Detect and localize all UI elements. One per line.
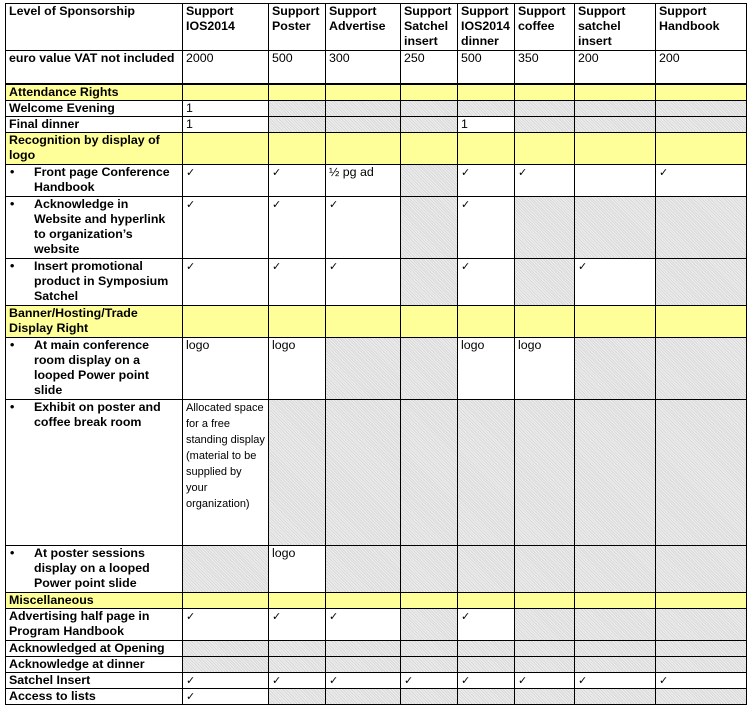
included-cell — [575, 672, 656, 688]
value-cell: 350 — [515, 51, 575, 84]
value-cell: Support IOS2014 — [183, 4, 269, 51]
row-acknowledge-dinner — [6, 656, 747, 672]
included-cell — [183, 672, 269, 688]
checkmark-icon: ✓ — [329, 259, 339, 273]
bullet-icon: • — [10, 196, 15, 211]
value-cell: 500 — [269, 51, 326, 84]
included-cell — [326, 672, 401, 688]
unavailable-cell — [656, 399, 747, 545]
checkmark-icon: ✓ — [186, 673, 196, 687]
empty-cell — [183, 305, 269, 337]
empty-cell — [183, 592, 269, 608]
unavailable-cell — [575, 116, 656, 132]
row-label — [6, 258, 183, 305]
included-cell — [183, 164, 269, 196]
unavailable-cell — [515, 545, 575, 592]
empty-cell — [515, 84, 575, 101]
row-front-page-handbook — [6, 164, 747, 196]
unavailable-cell — [269, 100, 326, 116]
empty-cell — [326, 84, 401, 101]
checkmark-icon: ✓ — [186, 689, 196, 703]
empty-cell — [269, 132, 326, 164]
unavailable-cell — [515, 640, 575, 656]
unavailable-cell — [401, 100, 458, 116]
value-cell: 1 — [458, 116, 515, 132]
value-cell: 200 — [575, 51, 656, 84]
empty-cell — [575, 305, 656, 337]
value-cell: Allocated space for a free standing display (material to be supplied by your organization) — [183, 399, 269, 545]
empty-cell — [401, 84, 458, 101]
empty-cell — [515, 132, 575, 164]
unavailable-cell — [326, 337, 401, 399]
row-label-text: Insert promotional product in Symposium Satchel — [34, 258, 169, 303]
unavailable-cell — [401, 688, 458, 704]
value-cell: Support Poster — [269, 4, 326, 51]
included-cell — [269, 258, 326, 305]
included-cell — [183, 608, 269, 640]
bullet-icon: • — [10, 399, 15, 414]
unavailable-cell — [575, 337, 656, 399]
bullet-icon: • — [10, 545, 15, 560]
unavailable-cell — [575, 640, 656, 656]
empty-cell — [326, 305, 401, 337]
included-cell — [183, 258, 269, 305]
included-cell — [269, 196, 326, 258]
included-cell — [326, 196, 401, 258]
row-final-dinner — [6, 116, 747, 132]
empty-cell — [326, 592, 401, 608]
unavailable-cell — [458, 656, 515, 672]
unavailable-cell — [656, 608, 747, 640]
value-cell: 1 — [183, 100, 269, 116]
value-cell: 500 — [458, 51, 515, 84]
included-cell — [183, 688, 269, 704]
row-satchel-insert — [6, 672, 747, 688]
included-cell — [269, 164, 326, 196]
unavailable-cell — [515, 258, 575, 305]
value-cell: Support Satchel insert — [401, 4, 458, 51]
value-cell: Support Handbook — [656, 4, 747, 51]
unavailable-cell — [326, 656, 401, 672]
empty-cell — [575, 84, 656, 101]
checkmark-icon: ✓ — [578, 259, 588, 273]
unavailable-cell — [575, 196, 656, 258]
unavailable-cell — [269, 688, 326, 704]
checkmark-icon: ✓ — [329, 609, 339, 623]
value-cell: Support IOS2014 dinner — [458, 4, 515, 51]
row-label: Advertising half page in Program Handbook — [6, 608, 183, 640]
checkmark-icon: ✓ — [404, 673, 414, 687]
empty-cell — [656, 592, 747, 608]
euro-value-row — [6, 51, 747, 84]
row-welcome-evening — [6, 100, 747, 116]
unavailable-cell — [656, 640, 747, 656]
unavailable-cell — [515, 608, 575, 640]
value-cell: 1 — [183, 116, 269, 132]
section-recognition — [6, 132, 747, 164]
included-cell — [326, 608, 401, 640]
sponsorship-table — [5, 3, 747, 705]
included-cell — [326, 258, 401, 305]
included-cell — [656, 672, 747, 688]
row-label: euro value VAT not included — [6, 51, 183, 84]
unavailable-cell — [575, 545, 656, 592]
unavailable-cell — [326, 640, 401, 656]
section-banner — [6, 305, 747, 337]
row-label-text: Front page Conference Handbook — [34, 164, 170, 194]
unavailable-cell — [515, 399, 575, 545]
value-cell: 200 — [656, 51, 747, 84]
empty-cell — [401, 592, 458, 608]
unavailable-cell — [575, 399, 656, 545]
checkmark-icon: ✓ — [461, 609, 471, 623]
value-cell: Support coffee — [515, 4, 575, 51]
unavailable-cell — [656, 337, 747, 399]
row-insert-promotional — [6, 258, 747, 305]
empty-cell — [269, 305, 326, 337]
empty-cell — [183, 84, 269, 101]
empty-cell — [575, 592, 656, 608]
checkmark-icon: ✓ — [659, 165, 669, 179]
row-label-text: At poster sessions display on a looped Power point slide — [34, 545, 150, 590]
empty-cell — [656, 84, 747, 101]
unavailable-cell — [269, 116, 326, 132]
unavailable-cell — [269, 656, 326, 672]
checkmark-icon: ✓ — [461, 259, 471, 273]
value-cell: Support Advertise — [326, 4, 401, 51]
value-cell: 250 — [401, 51, 458, 84]
value-cell: 300 — [326, 51, 401, 84]
row-label: Final dinner — [6, 116, 183, 132]
unavailable-cell — [515, 656, 575, 672]
row-label-text: At main conference room display on a looped Power point slide — [34, 337, 149, 397]
row-label: Miscellaneous — [6, 592, 183, 608]
row-label: Welcome Evening — [6, 100, 183, 116]
unavailable-cell — [656, 545, 747, 592]
unavailable-cell — [515, 100, 575, 116]
empty-cell — [515, 305, 575, 337]
included-cell — [458, 258, 515, 305]
empty-cell — [458, 305, 515, 337]
unavailable-cell — [326, 545, 401, 592]
unavailable-cell — [458, 545, 515, 592]
unavailable-cell — [401, 116, 458, 132]
unavailable-cell — [575, 100, 656, 116]
included-cell — [458, 196, 515, 258]
value-cell: logo — [458, 337, 515, 399]
row-label-text: Acknowledge in Website and hyperlink to organization’s website — [34, 196, 166, 256]
unavailable-cell — [401, 608, 458, 640]
row-label — [6, 399, 183, 545]
unavailable-cell — [656, 100, 747, 116]
empty-cell — [326, 132, 401, 164]
unavailable-cell — [401, 640, 458, 656]
unavailable-cell — [326, 399, 401, 545]
row-poster-sessions — [6, 545, 747, 592]
row-main-conference-room — [6, 337, 747, 399]
row-label: Acknowledge at dinner — [6, 656, 183, 672]
value-cell: logo — [183, 337, 269, 399]
included-cell — [458, 672, 515, 688]
unavailable-cell — [401, 337, 458, 399]
unavailable-cell — [326, 116, 401, 132]
row-advertising-half-page — [6, 608, 747, 640]
empty-cell — [401, 305, 458, 337]
unavailable-cell — [656, 196, 747, 258]
empty-cell — [656, 132, 747, 164]
value-cell: ½ pg ad — [326, 164, 401, 196]
unavailable-cell — [401, 399, 458, 545]
unavailable-cell — [515, 688, 575, 704]
unavailable-cell — [326, 100, 401, 116]
included-cell — [269, 608, 326, 640]
value-cell: logo — [269, 545, 326, 592]
unavailable-cell — [401, 545, 458, 592]
checkmark-icon: ✓ — [272, 673, 282, 687]
checkmark-icon: ✓ — [186, 197, 196, 211]
row-label — [6, 545, 183, 592]
row-label: Recognition by display of logo — [6, 132, 183, 164]
value-cell: 2000 — [183, 51, 269, 84]
checkmark-icon: ✓ — [186, 609, 196, 623]
unavailable-cell — [656, 656, 747, 672]
checkmark-icon: ✓ — [329, 673, 339, 687]
row-label: Satchel Insert — [6, 672, 183, 688]
row-label — [6, 337, 183, 399]
row-label — [6, 164, 183, 196]
unavailable-cell — [575, 608, 656, 640]
value-cell: Support satchel insert — [575, 4, 656, 51]
unavailable-cell — [458, 399, 515, 545]
bullet-icon: • — [10, 164, 15, 179]
empty-cell — [656, 305, 747, 337]
header-row — [6, 4, 747, 51]
row-acknowledged-opening — [6, 640, 747, 656]
included-cell — [515, 672, 575, 688]
empty-cell — [458, 592, 515, 608]
row-label: Banner/Hosting/Trade Display Right — [6, 305, 183, 337]
checkmark-icon: ✓ — [272, 165, 282, 179]
included-cell — [575, 258, 656, 305]
empty-cell — [515, 592, 575, 608]
row-label: Attendance Rights — [6, 84, 183, 101]
included-cell — [183, 196, 269, 258]
checkmark-icon: ✓ — [461, 197, 471, 211]
included-cell — [458, 608, 515, 640]
checkmark-icon: ✓ — [461, 673, 471, 687]
checkmark-icon: ✓ — [272, 259, 282, 273]
unavailable-cell — [401, 196, 458, 258]
checkmark-icon: ✓ — [329, 197, 339, 211]
unavailable-cell — [401, 164, 458, 196]
included-cell — [458, 164, 515, 196]
unavailable-cell — [458, 640, 515, 656]
checkmark-icon: ✓ — [461, 165, 471, 179]
checkmark-icon: ✓ — [518, 673, 528, 687]
checkmark-icon: ✓ — [659, 673, 669, 687]
row-label-text: Exhibit on poster and coffee break room — [34, 399, 161, 429]
section-attendance — [6, 84, 747, 101]
unavailable-cell — [269, 640, 326, 656]
row-label: Level of Sponsorship — [6, 4, 183, 51]
empty-cell — [269, 84, 326, 101]
checkmark-icon: ✓ — [518, 165, 528, 179]
empty-cell — [401, 132, 458, 164]
unavailable-cell — [656, 258, 747, 305]
empty-cell — [575, 164, 656, 196]
unavailable-cell — [656, 688, 747, 704]
row-label: Acknowledged at Opening — [6, 640, 183, 656]
bullet-icon: • — [10, 337, 15, 352]
checkmark-icon: ✓ — [186, 259, 196, 273]
unavailable-cell — [269, 399, 326, 545]
empty-cell — [458, 132, 515, 164]
empty-cell — [575, 132, 656, 164]
row-acknowledge-website — [6, 196, 747, 258]
unavailable-cell — [515, 116, 575, 132]
included-cell — [269, 672, 326, 688]
checkmark-icon: ✓ — [186, 165, 196, 179]
unavailable-cell — [326, 688, 401, 704]
unavailable-cell — [458, 688, 515, 704]
unavailable-cell — [183, 656, 269, 672]
empty-cell — [269, 592, 326, 608]
unavailable-cell — [575, 688, 656, 704]
unavailable-cell — [575, 656, 656, 672]
checkmark-icon: ✓ — [578, 673, 588, 687]
checkmark-icon: ✓ — [272, 197, 282, 211]
unavailable-cell — [656, 116, 747, 132]
unavailable-cell — [401, 656, 458, 672]
bullet-icon: • — [10, 258, 15, 273]
section-miscellaneous — [6, 592, 747, 608]
empty-cell — [458, 84, 515, 101]
unavailable-cell — [183, 545, 269, 592]
row-label: Access to lists — [6, 688, 183, 704]
row-access-to-lists — [6, 688, 747, 704]
checkmark-icon: ✓ — [272, 609, 282, 623]
unavailable-cell — [401, 258, 458, 305]
value-cell: logo — [269, 337, 326, 399]
empty-cell — [183, 132, 269, 164]
value-cell: logo — [515, 337, 575, 399]
unavailable-cell — [515, 196, 575, 258]
included-cell — [656, 164, 747, 196]
unavailable-cell — [458, 100, 515, 116]
row-label — [6, 196, 183, 258]
included-cell — [401, 672, 458, 688]
unavailable-cell — [183, 640, 269, 656]
row-exhibit-poster-coffee — [6, 399, 747, 545]
included-cell — [515, 164, 575, 196]
